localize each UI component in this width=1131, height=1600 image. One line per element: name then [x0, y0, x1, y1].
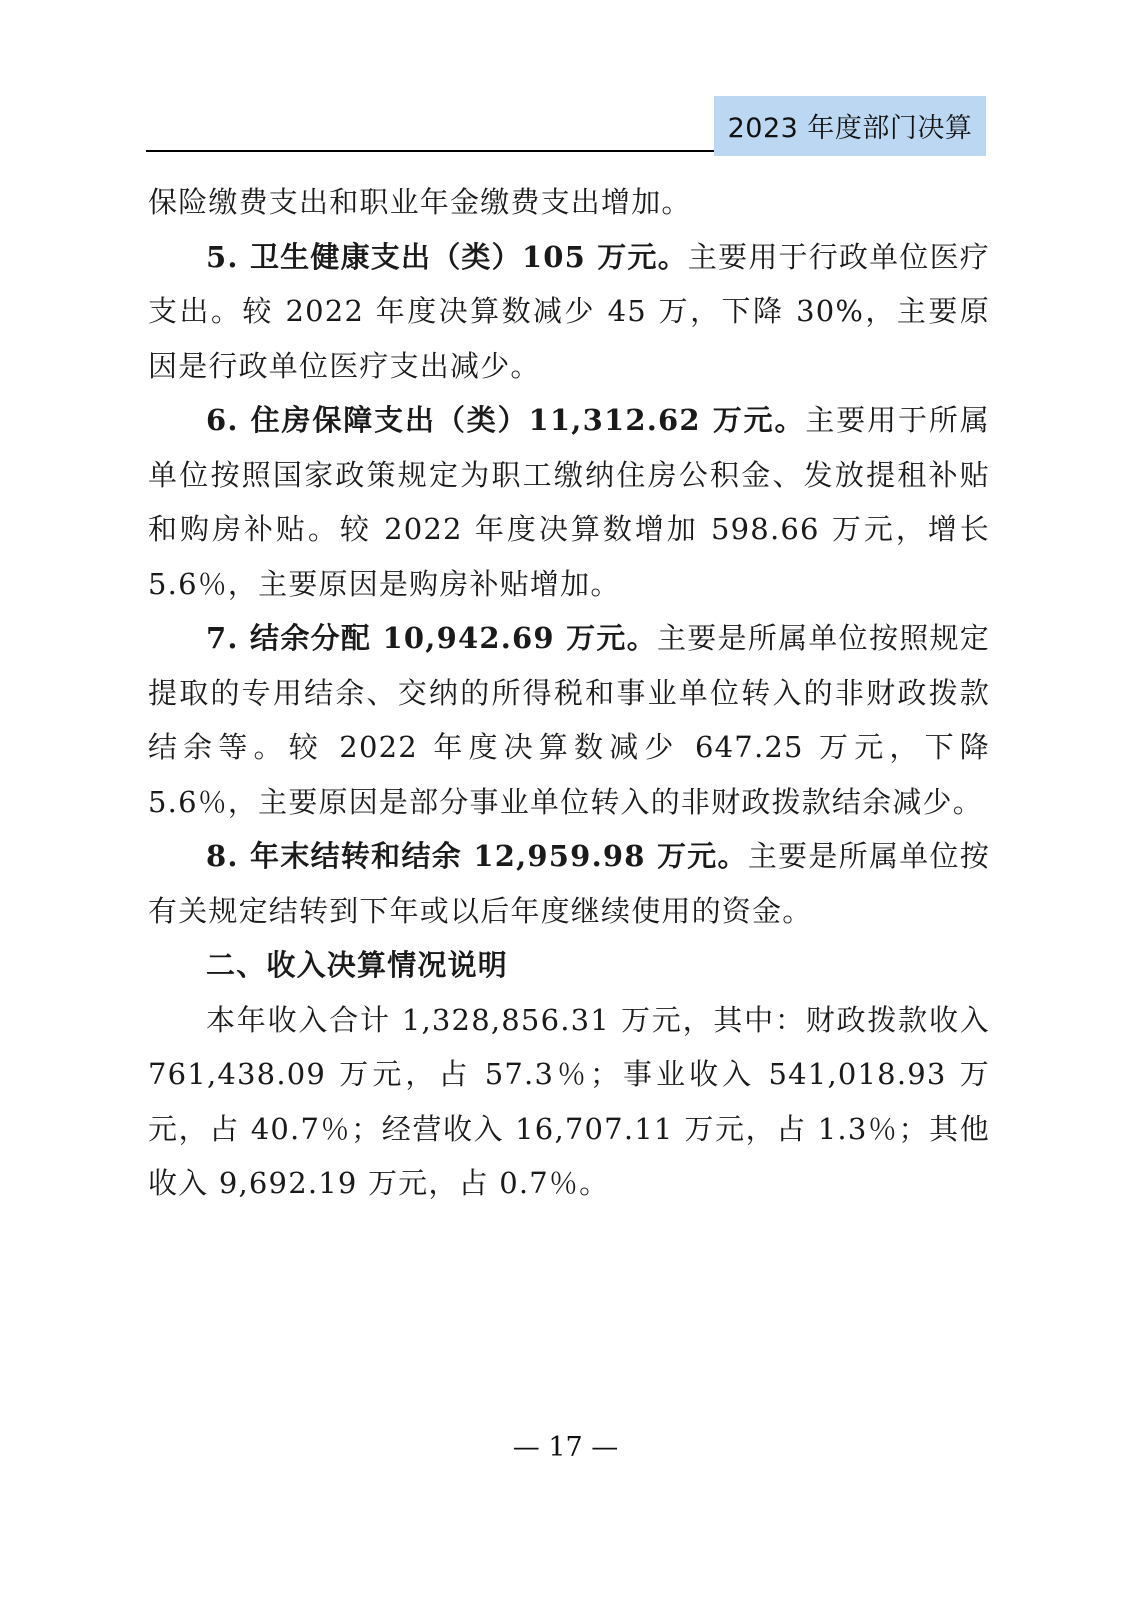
page-number: — 17 —	[512, 1432, 619, 1463]
item-body-housing: 主要用于所属单位按照国家政策规定为职工缴纳住房公积金、发放提租补贴和购房补贴。较 2022 年度决算数增加 598.66 万元，增长 5.6％，主要原因是购房补贴增加。	[148, 403, 990, 601]
document-body	[148, 175, 990, 1211]
item-heading-health: 5. 卫生健康支出（类）105 万元。	[206, 239, 688, 274]
paragraph-continuation: 保险缴费支出和职业年金缴费支出增加。	[148, 185, 692, 219]
paragraph-surplus-distribution	[148, 611, 990, 829]
paragraph-year-end-balance	[148, 829, 990, 938]
paragraph-housing-expense	[148, 393, 990, 611]
header-rule	[146, 150, 724, 152]
item-heading-year-end: 8. 年末结转和结余 12,959.98 万元。	[206, 839, 748, 873]
item-body-year-end: 主要是所属单位按有关规定结转到下年或以后年度继续使用的资金。	[148, 839, 990, 928]
item-body-health: 主要用于行政单位医疗支出。较 2022 年度决算数减少 45 万，下降 30%，主要原因是行政单位医疗支出减少。	[148, 239, 990, 383]
item-heading-surplus: 7. 结余分配 10,942.69 万元。	[206, 621, 657, 655]
item-heading-housing: 6. 住房保障支出（类）11,312.62 万元。	[206, 403, 806, 437]
section-heading-income: 二、收入决算情况说明	[206, 948, 509, 982]
item-body-surplus: 主要是所属单位按照规定提取的专用结余、交纳的所得税和事业单位转入的非财政拨款结余等。较 2022 年度决算数减少 647.25 万元，下降 5.6％，主要原因是部分事业单位转入的非财政拨款结余减少。	[148, 621, 990, 819]
paragraph-health-expense	[148, 230, 990, 394]
paragraph-income-summary: 本年收入合计 1,328,856.31 万元，其中：财政拨款收入 761,438.09 万元，占 57.3％；事业收入 541,018.93 万元，占 40.7％；经营收入 16,707.11 万元，占 1.3％；其他收入 9,692.19 万元，占 0.7％。	[148, 1002, 990, 1200]
document-title-badge: 2023 年度部门决算	[714, 96, 986, 156]
